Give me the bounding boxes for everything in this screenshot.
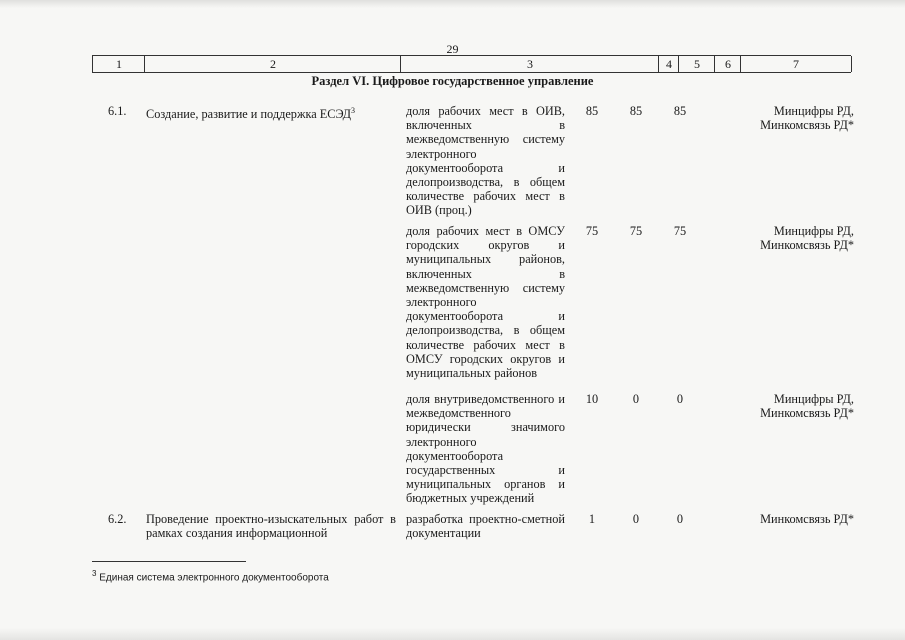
value-col-6: 0 xyxy=(676,512,684,526)
value-col-6: 85 xyxy=(673,104,687,118)
value-col-4: 1 xyxy=(588,512,596,526)
row-number: 6.1. xyxy=(108,104,127,118)
header-col-7: 7 xyxy=(740,56,852,72)
indicator-text: разработка проектно-сметной документации xyxy=(406,512,565,541)
header-col-4: 4 xyxy=(658,56,679,72)
row-number: 6.2. xyxy=(108,512,127,526)
section-title: Раздел VI. Цифровое государственное управление xyxy=(311,74,594,88)
scan-edge-bottom xyxy=(0,628,905,640)
indicator-text: доля внутриведомственного и межведомственного юридически значимого электронного документооборота государственных и муниципальных органов и бюджетных учреждений xyxy=(406,392,565,506)
footnote-marker: 3 xyxy=(350,106,355,115)
scan-edge-top xyxy=(0,0,905,8)
indicator-text: доля рабочих мест в ОМСУ городских округов и муниципальных районов, включенных в межведомственную систему электронного документооборота и делопроизводства, в общем количестве рабочих мест в ОМСУ городских округов и муниципальных районов xyxy=(406,224,565,381)
header-col-5: 5 xyxy=(678,56,715,72)
measure-text: Проведение проектно-изыскательных работ в рамках создания информационной xyxy=(146,512,396,541)
footnote-text: Единая система электронного документооборота xyxy=(99,572,329,584)
responsible-text: Минкомсвязь РД* xyxy=(760,512,854,526)
header-col-1: 1 xyxy=(92,56,145,72)
value-col-4: 75 xyxy=(585,224,599,238)
responsible-text: Минцифры РД, Минкомсвязь РД* xyxy=(760,224,854,253)
value-col-6: 75 xyxy=(673,224,687,238)
indicator-text: доля рабочих мест в ОИВ, включенных в межведомственную систему электронного документооборота и делопроизводства, в общем количестве рабочих мест в ОИВ (проц.) xyxy=(406,104,565,218)
header-col-2: 2 xyxy=(144,56,401,72)
responsible-text: Минцифры РД, Минкомсвязь РД* xyxy=(760,104,854,133)
header-col-3: 3 xyxy=(400,56,659,72)
header-col-6: 6 xyxy=(714,56,741,72)
value-col-5: 85 xyxy=(629,104,643,118)
value-col-5: 0 xyxy=(632,392,640,406)
responsible-text: Минцифры РД, Минкомсвязь РД* xyxy=(760,392,854,421)
value-col-5: 75 xyxy=(629,224,643,238)
value-col-6: 0 xyxy=(676,392,684,406)
measure-label: Создание, развитие и поддержка ЕСЭД xyxy=(146,107,351,122)
value-col-5: 0 xyxy=(632,512,640,526)
footnote-divider xyxy=(92,561,246,562)
footnote-mark: 3 xyxy=(92,569,97,578)
table-header xyxy=(92,55,851,73)
measure-text xyxy=(146,104,398,121)
value-col-4: 10 xyxy=(585,392,599,406)
value-col-4: 85 xyxy=(585,104,599,118)
page-number: 29 xyxy=(446,42,459,56)
footnote xyxy=(92,569,329,583)
